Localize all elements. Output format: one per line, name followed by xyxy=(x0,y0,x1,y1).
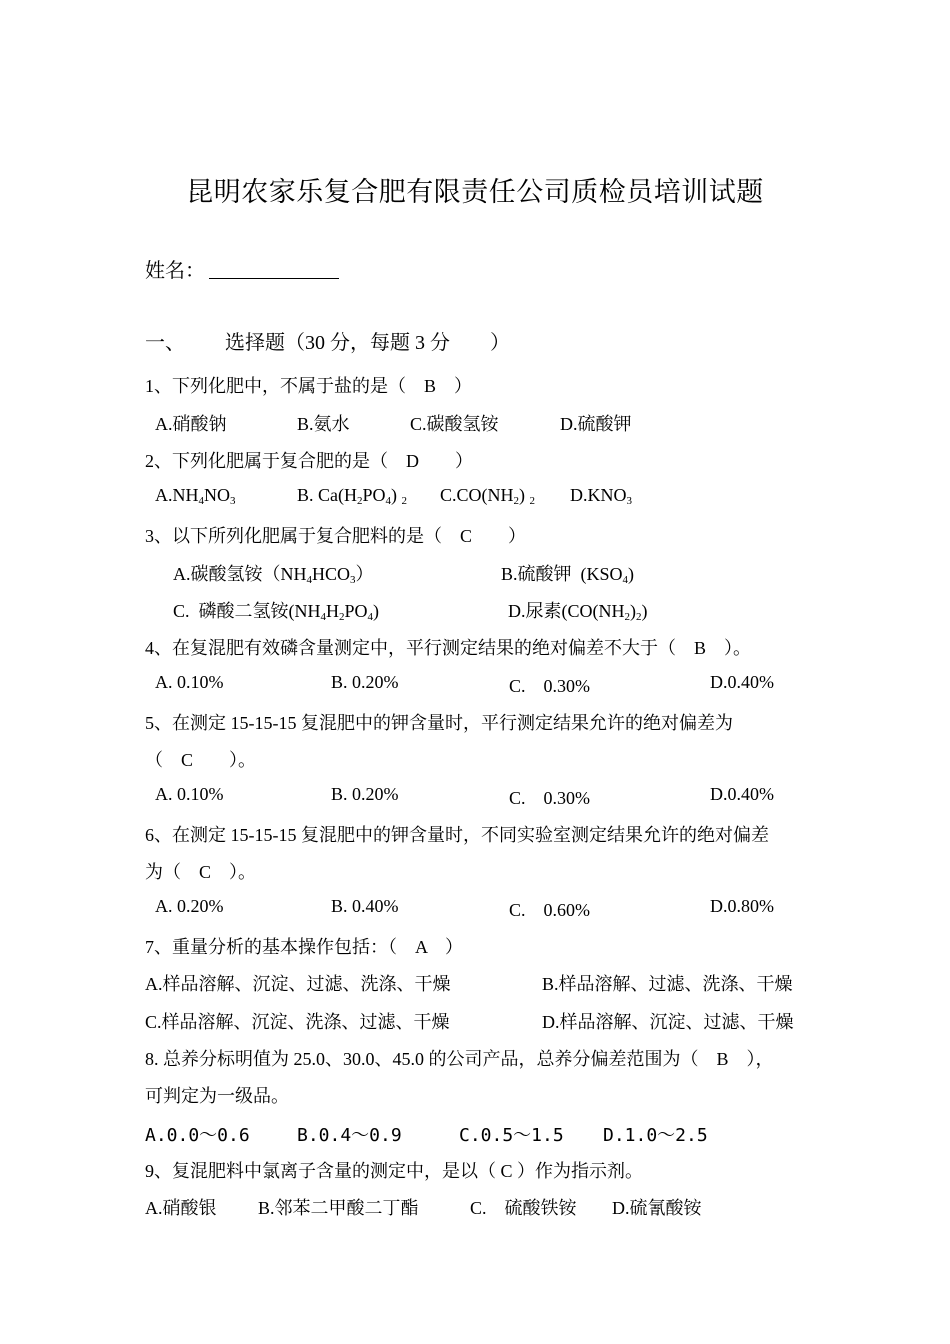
q2-option-b: B. $Ca(H_2PO_4)$ $_2$ xyxy=(297,485,408,507)
q6-option-b: B. 0.40% xyxy=(331,896,399,916)
q1-option-a: A.硝酸钠 xyxy=(155,414,227,434)
q3-option-b: B.硫酸钾 $(KSO_4)$ xyxy=(501,564,635,586)
q5-option-d: D.0.40% xyxy=(710,784,774,804)
q7-option-a: A.样品溶解、沉淀、过滤、洗涤、干燥 xyxy=(145,974,451,994)
question-5-stem-line2: （ C ）。 xyxy=(145,750,257,770)
question-4-stem: 4、在复混肥有效磷含量测定中，平行测定结果的绝对偏差不大于（ B ）。 xyxy=(145,638,752,658)
section-label: 选择题（30 分，每题 3 分 ） xyxy=(225,332,510,354)
q3-option-d: D.尿素$(CO(NH_2)_2)$ xyxy=(508,601,648,623)
page-title: 昆明农家乐复合肥有限责任公司质检员培训试题 xyxy=(186,177,764,207)
q9-option-b: B.邻苯二甲酸二丁酯 xyxy=(258,1198,419,1218)
q2-option-d: $D.KNO_3$ xyxy=(570,485,632,507)
q9-option-c: C. 硫酸铁铵 xyxy=(470,1198,577,1218)
question-7-stem: 7、重量分析的基本操作包括：（ A ） xyxy=(145,937,464,957)
q4-option-a: A. 0.10% xyxy=(155,672,224,692)
section-number: 一、 xyxy=(145,332,185,354)
q3-option-a: A.碳酸氢铵$(NH_4HCO_3)$ xyxy=(173,564,374,586)
q6-option-c: C. 0.60% xyxy=(509,900,590,920)
q7-option-b: B.样品溶解、过滤、洗涤、干燥 xyxy=(542,974,793,994)
question-2-stem: 2、下列化肥属于复合肥的是（ D ） xyxy=(145,451,473,471)
q9-option-a: A.硝酸银 xyxy=(145,1198,217,1218)
q8-option-a: A.0.0～0.6 xyxy=(145,1125,250,1146)
q4-option-c: C. 0.30% xyxy=(509,676,590,696)
q5-option-c: C. 0.30% xyxy=(509,788,590,808)
q1-option-b: B.氨水 xyxy=(297,414,350,434)
q6-option-d: D.0.80% xyxy=(710,896,774,916)
section-heading xyxy=(145,326,510,355)
q7-option-d: D.样品溶解、沉淀、过滤、干燥 xyxy=(542,1012,794,1032)
question-5-stem-line1: 5、在测定 15-15-15 复混肥中的钾含量时，平行测定结果允许的绝对偏差为 xyxy=(145,713,733,733)
question-1-stem: 1、下列化肥中，不属于盐的是（ B ） xyxy=(145,376,473,396)
name-row xyxy=(145,254,339,283)
question-9-stem: 9、复混肥料中氯离子含量的测定中，是以（ C ）作为指示剂。 xyxy=(145,1161,644,1181)
q8-option-c: C.0.5～1.5 xyxy=(459,1125,564,1146)
q1-option-d: D.硫酸钾 xyxy=(560,414,632,434)
q2-option-a: $A.NH_4NO_3$ xyxy=(155,485,236,507)
name-blank xyxy=(209,260,339,279)
question-8-stem-line1: 8. 总养分标明值为 25.0、30.0、45.0 的公司产品，总养分偏差范围为（ B ）， xyxy=(145,1049,774,1069)
question-6-stem-line2: 为（ C ）。 xyxy=(145,862,257,882)
question-8-stem-line2: 可判定为一级品。 xyxy=(145,1086,289,1106)
q8-option-d: D.1.0～2.5 xyxy=(603,1125,708,1146)
q1-option-c: C.碳酸氢铵 xyxy=(410,414,499,434)
q2-option-c: $C.CO(NH_2)$ $_2$ xyxy=(440,485,536,507)
q9-option-d: D.硫氰酸铵 xyxy=(612,1198,702,1218)
question-6-stem-line1: 6、在测定 15-15-15 复混肥中的钾含量时，不同实验室测定结果允许的绝对偏差 xyxy=(145,825,769,845)
q5-option-b: B. 0.20% xyxy=(331,784,399,804)
q8-option-b: B.0.4～0.9 xyxy=(297,1125,402,1146)
q3-option-c: C. 磷酸二氢铵$(NH_4H_2PO_4)$ xyxy=(173,601,380,623)
question-3-stem: 3、以下所列化肥属于复合肥料的是（ C ） xyxy=(145,526,527,546)
q5-option-a: A. 0.10% xyxy=(155,784,224,804)
q7-option-c: C.样品溶解、沉淀、洗涤、过滤、干燥 xyxy=(145,1012,450,1032)
name-label: 姓名： xyxy=(145,260,205,282)
q4-option-d: D.0.40% xyxy=(710,672,774,692)
q4-option-b: B. 0.20% xyxy=(331,672,399,692)
q6-option-a: A. 0.20% xyxy=(155,896,224,916)
